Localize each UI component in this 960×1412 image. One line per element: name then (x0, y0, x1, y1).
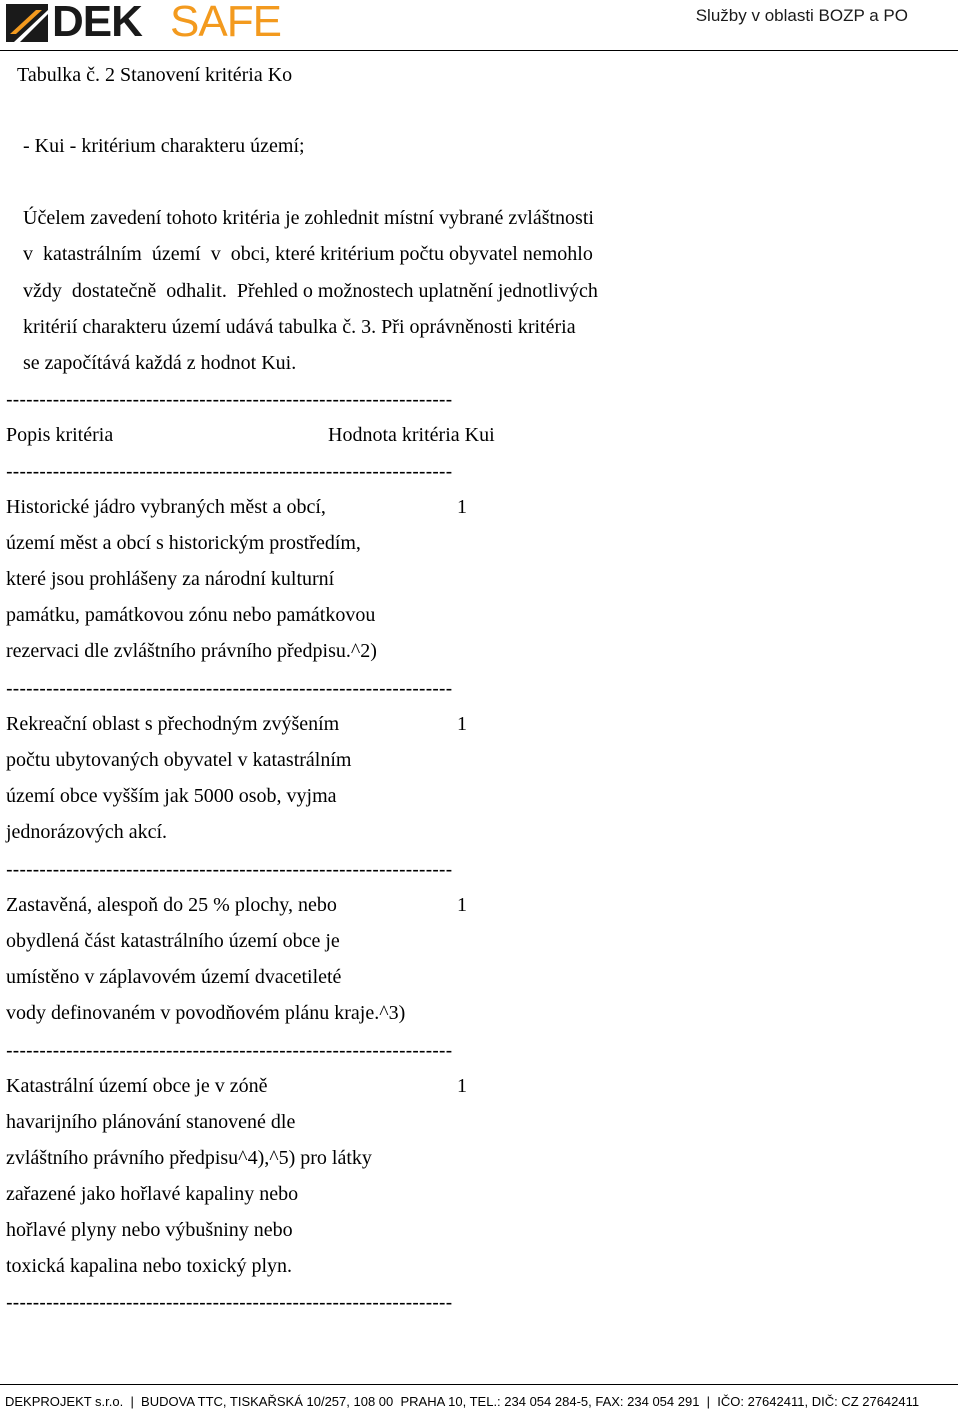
dekafe-logo (6, 2, 286, 46)
intro-line: se započítává každá z hodnot Kui. (23, 352, 297, 374)
intro-line: kritérií charakteru území udává tabulka č. 3. Při oprávněnosti kritéria (23, 316, 576, 338)
row-value: 1 (457, 496, 467, 518)
row-description-line: jednorázových akcí. (6, 821, 168, 843)
row-description-line: území měst a obcí s historickým prostředím, (6, 532, 361, 554)
intro-line: Účelem zavedení tohoto kritéria je zohlednit místní vybrané zvláštnosti (23, 207, 594, 229)
row-value: 1 (457, 894, 467, 916)
services-tagline: Služby v oblasti BOZP a PO (695, 6, 908, 25)
separator-line: ------------------------------------------------------------------- (6, 389, 453, 411)
row-description-line: Katastrální území obce je v zóně (6, 1075, 268, 1097)
row-description-line: památku, památkovou zónu nebo památkovou (6, 604, 376, 626)
kui-heading: - Kui - kritérium charakteru území; (23, 135, 305, 157)
row-description-line: umístěno v záplavovém území dvacetileté (6, 966, 342, 988)
row-description-line: rezervaci dle zvláštního právního předpisu.^2) (6, 640, 377, 662)
intro-line: v katastrálním území v obci, které kritérium počtu obyvatel nemohlo (23, 243, 593, 265)
row-description-line: které jsou prohlášeny za národní kulturní (6, 568, 335, 590)
table-title: Tabulka č. 2 Stanovení kritéria Ko (17, 64, 293, 86)
row-value: 1 (457, 713, 467, 735)
header-divider (0, 50, 958, 51)
column-header-popis: Popis kritéria (6, 424, 114, 446)
row-value: 1 (457, 1075, 467, 1097)
row-description-line: území obce vyšším jak 5000 osob, vyjma (6, 785, 337, 807)
row-description-line: havarijního plánování stanovené dle (6, 1111, 296, 1133)
logo-text-safe: SAFE (170, 0, 281, 46)
intro-line: vždy dostatečně odhalit. Přehled o možnostech uplatnění jednotlivých (23, 280, 598, 302)
separator-line: ------------------------------------------------------------------- (6, 1292, 453, 1314)
row-description-line: Zastavěná, alespoň do 25 % plochy, nebo (6, 894, 337, 916)
separator-line: ------------------------------------------------------------------- (6, 1040, 453, 1062)
row-description-line: počtu ubytovaných obyvatel v katastrálním (6, 749, 352, 771)
separator-line: ------------------------------------------------------------------- (6, 461, 453, 483)
page-header (0, 0, 960, 52)
logo-mark-icon (6, 4, 48, 42)
row-description-line: Historické jádro vybraných měst a obcí, (6, 496, 326, 518)
row-description-line: toxická kapalina nebo toxický plyn. (6, 1255, 293, 1277)
company-footer: DEKPROJEKT s.r.o. | BUDOVA TTC, TISKAŘSKÁ 10/257, 108 00 PRAHA 10, TEL.: 234 054 284-5, FAX: 234 054 291 | IČO: 27642411, DIČ: CZ 27642411 (5, 1394, 920, 1409)
row-description-line: hořlavé plyny nebo výbušniny nebo (6, 1219, 293, 1241)
row-description-line: obydlená část katastrálního území obce je (6, 930, 340, 952)
logo-text-dek: DEK (52, 0, 142, 46)
column-header-hodnota: Hodnota kritéria Kui (328, 424, 495, 446)
footer-divider (0, 1384, 958, 1385)
row-description-line: zařazené jako hořlavé kapaliny nebo (6, 1183, 299, 1205)
row-description-line: zvláštního právního předpisu^4),^5) pro látky (6, 1147, 372, 1169)
separator-line: ------------------------------------------------------------------- (6, 859, 453, 881)
separator-line: ------------------------------------------------------------------- (6, 678, 453, 700)
row-description-line: vody definovaném v povodňovém plánu kraje.^3) (6, 1002, 406, 1024)
row-description-line: Rekreační oblast s přechodným zvýšením (6, 713, 340, 735)
